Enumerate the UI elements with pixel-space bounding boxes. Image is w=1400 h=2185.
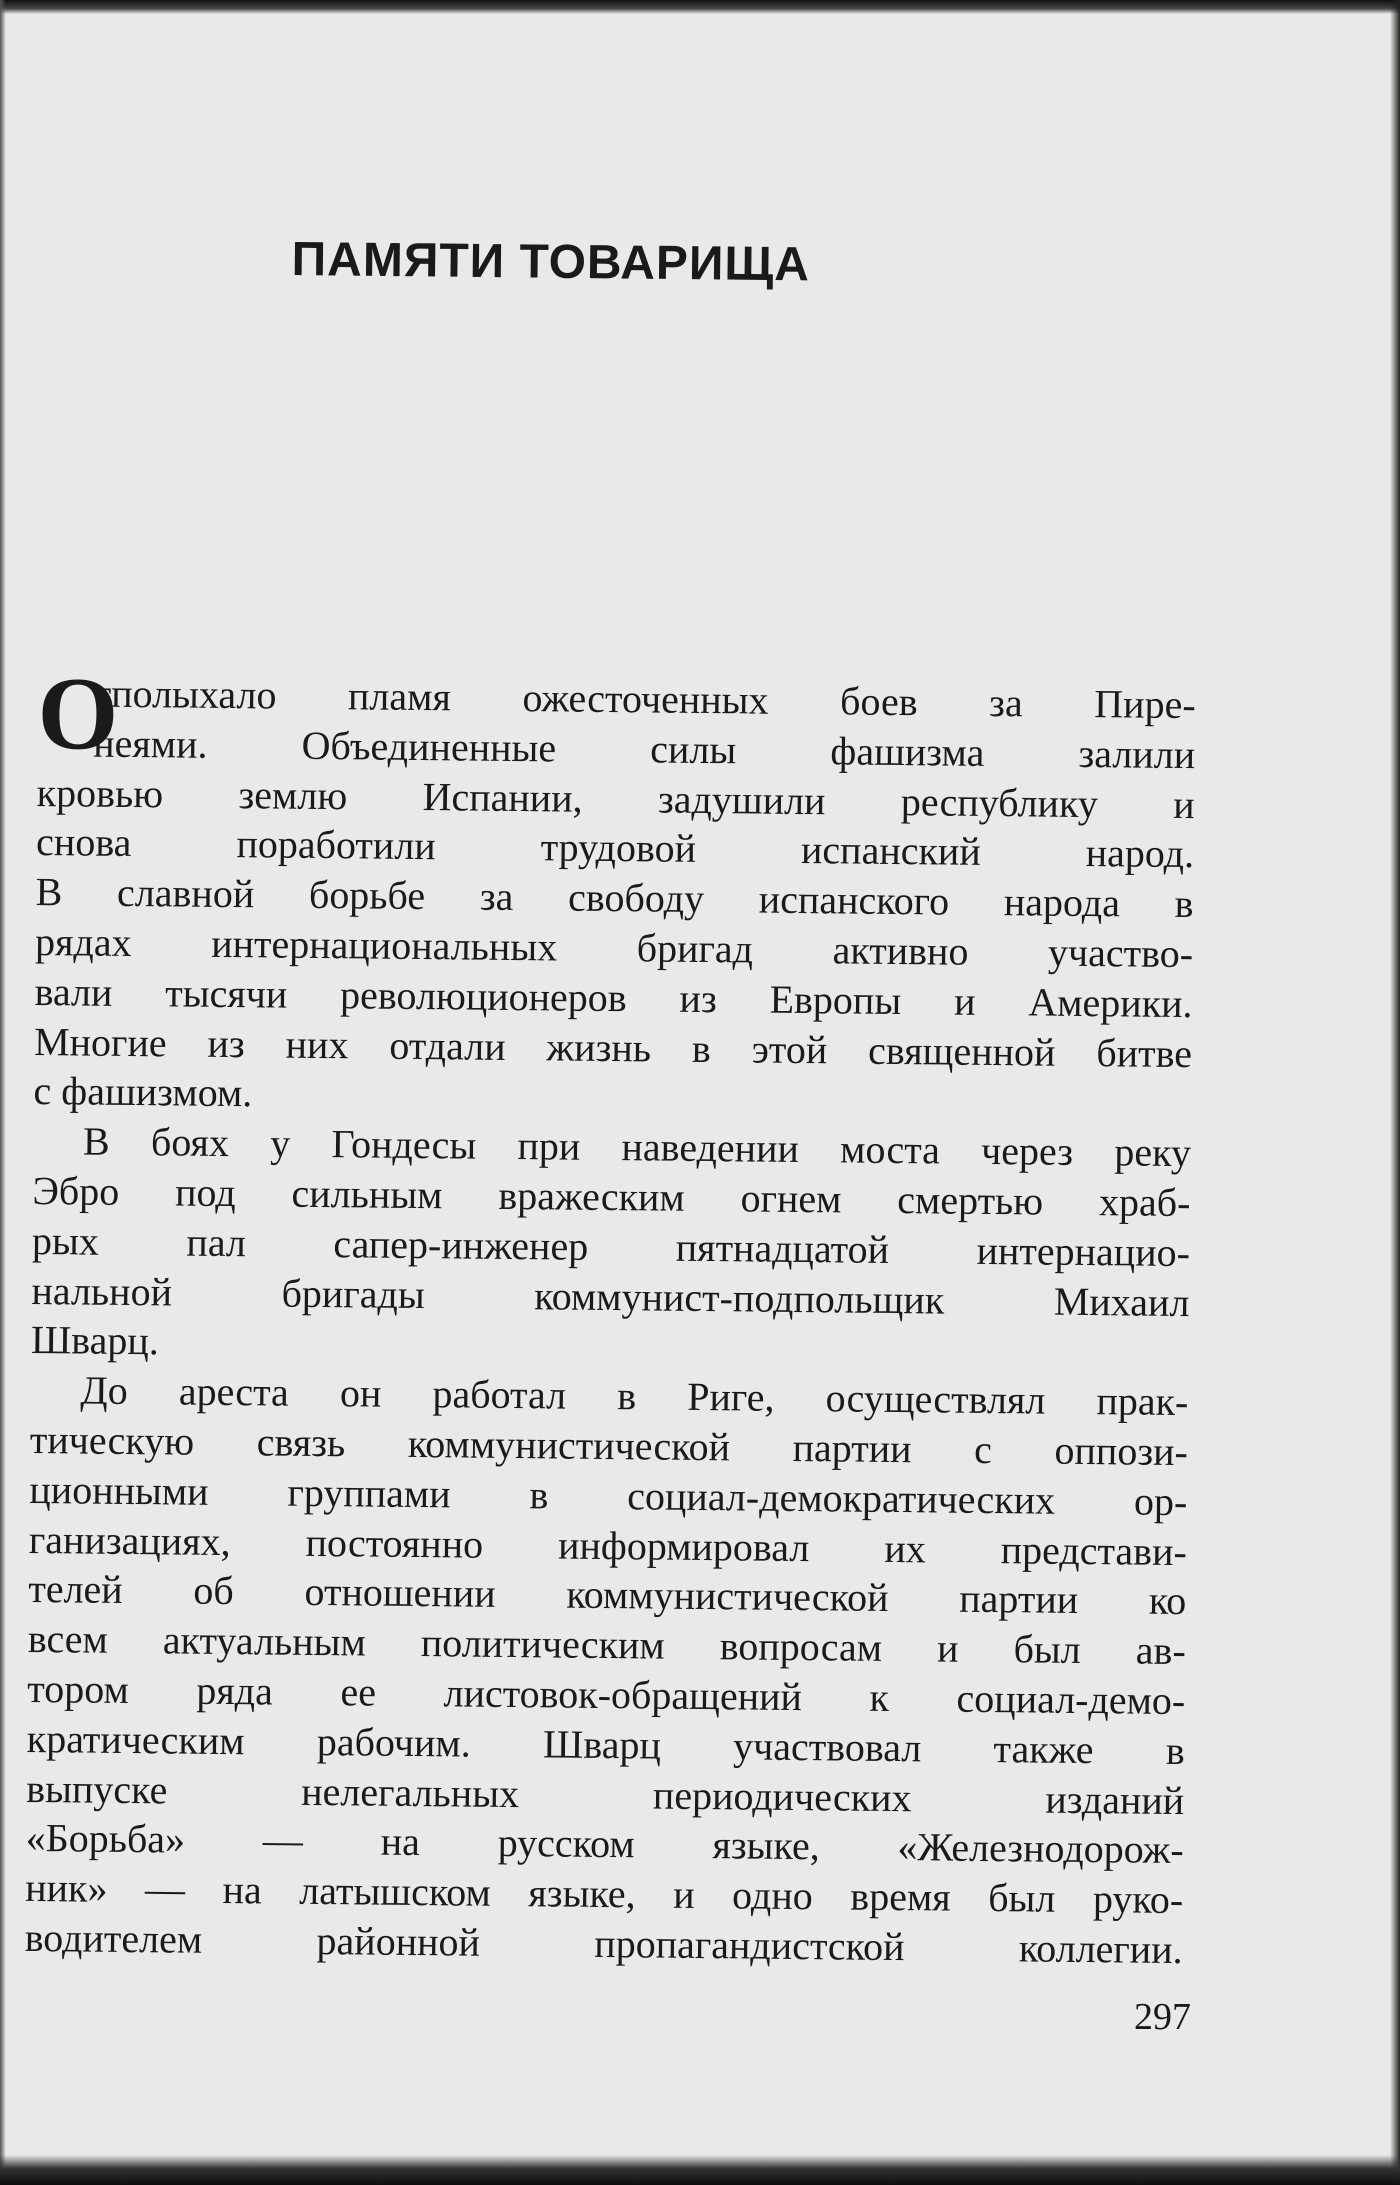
paragraph-3-line-8: кратическим рабочим. Шварц участвовал также в <box>26 1715 1185 1773</box>
paragraph-1-line-3: кровью землю Испании, задушили республику и <box>36 769 1195 827</box>
paragraph-3-line-3: ционными группами в социал-демократических ор- <box>29 1466 1188 1524</box>
paragraph-3-line-4: ганизациях, постоянно информировал их представи- <box>28 1516 1188 1574</box>
paragraph-1-line-6: рядах интернациональных бригад активно участво- <box>34 918 1194 977</box>
paragraph-2-line-1: В боях у Гондесы при наведении моста через реку <box>82 1118 1192 1176</box>
paragraph-3 <box>24 1365 1188 1975</box>
paragraph-3-line-10: «Борьба» — на русском языке, «Железнодорож- <box>25 1815 1184 1873</box>
paragraph-1-line-8: Многие из них отдали жизнь в этой священной битве <box>33 1018 1193 1076</box>
paragraph-2-line-3: рых пал сапер-инженер пятнадцатой интернацио- <box>31 1217 1191 1275</box>
paragraph-3-line-6: всем актуальным политическим вопросам и был ав- <box>27 1616 1187 1674</box>
chapter-title: ПАМЯТИ ТОВАРИЩА <box>291 232 811 292</box>
body-text <box>24 656 1196 1975</box>
paragraph-1-line-5: В славной борьбе за свободу испанского народа в <box>35 869 1194 927</box>
scan-edge-right <box>1390 0 1400 2185</box>
paragraph-3-line-11: ник» — на латышском языке, и одно время был руко- <box>24 1865 1184 1923</box>
drop-cap: О <box>36 656 120 772</box>
paragraph-2-line-5: Шварц. <box>30 1317 160 1364</box>
paragraph-3-line-1: До ареста он работал в Риге, осуществлял прак- <box>80 1367 1189 1425</box>
paragraph-2-line-4: нальной бригады коммунист-подпольщик Михаил <box>31 1267 1190 1325</box>
scan-edge-left <box>0 0 6 2185</box>
paragraph-3-line-12: водителем районной пропагандистской коллегии. <box>24 1914 1183 1972</box>
paragraph-3-line-5: телей об отношении коммунистической партии ко <box>28 1566 1187 1624</box>
scan-edge-top <box>0 0 1400 14</box>
paragraph-3-line-7: тором ряда ее листовок-обращений к социал-демо- <box>27 1665 1186 1724</box>
scan-edge-bottom <box>0 2155 1400 2185</box>
paragraph-1-line-1: О тполыхало пламя ожесточенных боев за Пире- <box>36 656 1196 772</box>
paragraph-1-line-7: вали тысячи революционеров из Европы и Америки. <box>34 968 1193 1026</box>
paragraph-1-line-2: неями. Объединенные силы фашизма залили <box>92 720 1196 777</box>
paragraph-1-line-9: с фашизмом. <box>33 1068 253 1116</box>
paragraph-1 <box>33 656 1196 1128</box>
paragraph-2-line-2: Эбро под сильным вражеским огнем смертью храб- <box>32 1167 1191 1226</box>
page-number: 297 <box>1134 1996 1191 2038</box>
paragraph-3-line-2: тическую связь коммунистической партии с оппози- <box>29 1416 1189 1475</box>
paragraph-1-line-4: снова поработили трудовой испанский народ. <box>35 819 1195 877</box>
paragraph-2 <box>31 1116 1192 1377</box>
paragraph-3-line-9: выпуске нелегальных периодических изданий <box>26 1765 1185 1823</box>
